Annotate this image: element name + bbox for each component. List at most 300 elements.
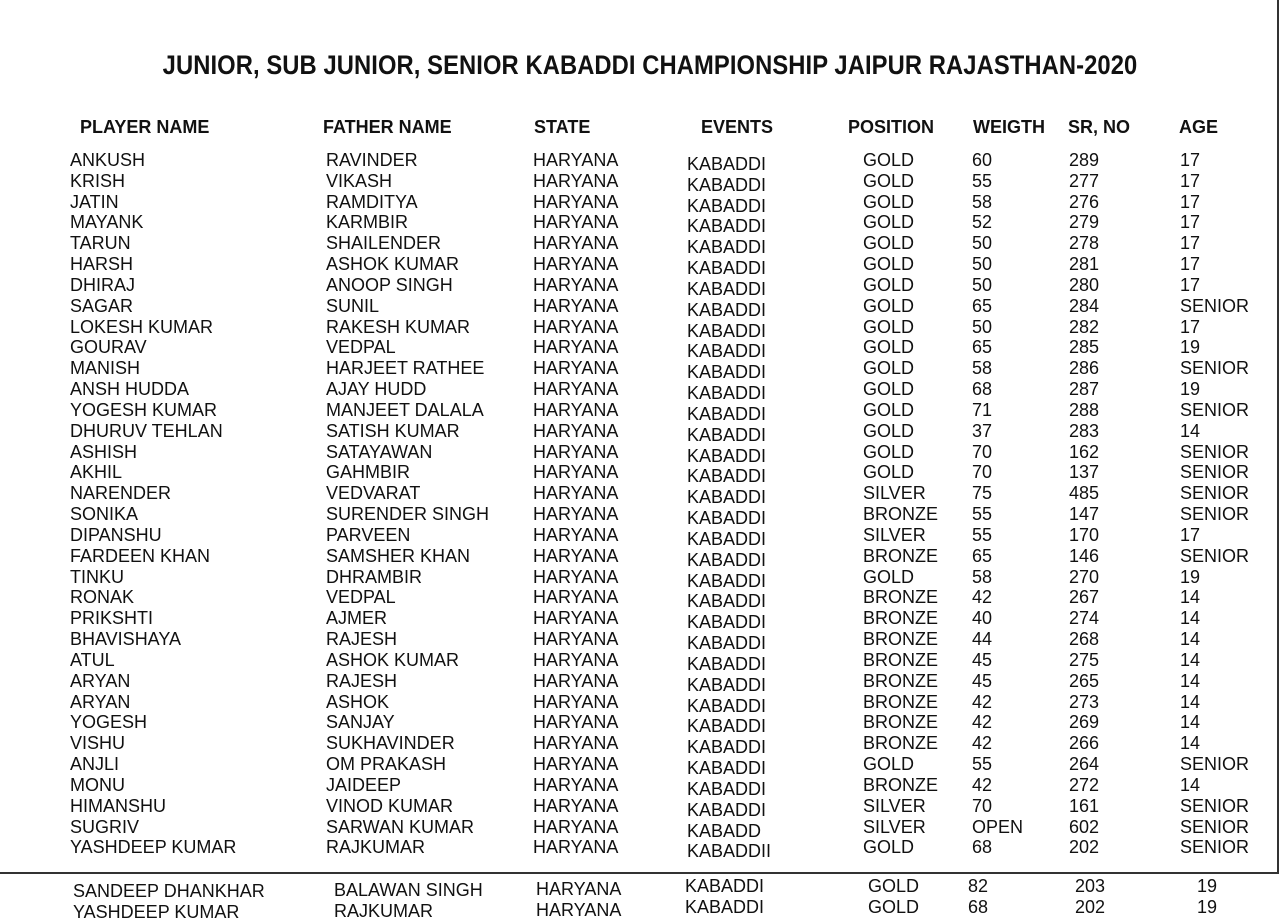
sr-no-cell: 146 (1069, 545, 1100, 566)
father-name-cell: JAIDEEP (326, 774, 402, 795)
table-row (0, 295, 1280, 320)
weight-cell: 65 (972, 295, 993, 316)
state-cell: HARYANA (533, 170, 619, 191)
player-name-cell: YASHDEEP KUMAR (73, 902, 240, 922)
state-cell: HARYANA (533, 379, 619, 400)
father-name-cell: RAJESH (326, 670, 398, 691)
header-state: STATE (534, 117, 591, 137)
position-cell: GOLD (863, 837, 915, 858)
player-name-cell: RONAK (70, 587, 135, 608)
age-cell: SENIOR (1180, 399, 1250, 420)
father-name-cell: RAJESH (326, 629, 398, 650)
state-cell: HARYANA (533, 399, 619, 420)
weight-cell: 50 (972, 233, 993, 254)
table-row (0, 733, 1280, 758)
father-name-cell: SUNIL (326, 295, 380, 316)
position-cell: BRONZE (863, 629, 939, 650)
father-name-cell: RAMDITYA (326, 191, 418, 212)
player-name-cell: JATIN (70, 191, 119, 212)
weight-cell: 50 (972, 274, 993, 295)
position-cell: GOLD (863, 379, 915, 400)
player-name-cell: YASHDEEP KUMAR (70, 837, 237, 858)
sr-no-cell: 281 (1069, 254, 1100, 275)
table-row (0, 274, 1280, 299)
player-name-cell: AKHIL (70, 462, 123, 483)
state-cell: HARYANA (533, 691, 619, 712)
table-row (0, 420, 1280, 445)
sr-no-cell: 273 (1069, 691, 1100, 712)
state-cell: HARYANA (533, 254, 619, 275)
state-cell: HARYANA (533, 649, 619, 670)
player-name-cell: HIMANSHU (70, 795, 167, 816)
sr-no-cell: 280 (1069, 274, 1100, 295)
sr-no-cell: 286 (1069, 358, 1100, 379)
weight-cell: 42 (972, 712, 993, 733)
age-cell: 14 (1180, 649, 1201, 670)
weight-cell: 55 (972, 170, 993, 191)
position-cell: SILVER (863, 483, 926, 504)
weight-cell: 42 (972, 587, 993, 608)
player-name-cell: ANJLI (70, 754, 120, 775)
father-name-cell: PARVEEN (326, 524, 411, 545)
state-cell: HARYANA (533, 462, 619, 483)
state-cell: HARYANA (536, 900, 622, 920)
header-sr-no: SR, NO (1068, 117, 1131, 137)
father-name-cell: AJAY HUDD (326, 379, 427, 400)
weight-cell: 70 (972, 441, 993, 462)
state-cell: HARYANA (533, 712, 619, 733)
position-cell: GOLD (863, 441, 915, 462)
player-name-cell: ARYAN (70, 691, 131, 712)
event-cell: KABADDI (687, 320, 767, 341)
table-row (0, 774, 1280, 799)
position-cell: GOLD (863, 170, 915, 191)
sr-no-cell: 264 (1069, 754, 1100, 775)
father-name-cell: SANJAY (326, 712, 395, 733)
table-row (0, 691, 1280, 716)
weight-cell: 68 (972, 837, 993, 858)
weight-cell: 37 (972, 420, 993, 441)
player-name-cell: KRISH (70, 170, 126, 191)
event-cell: KABADDI (687, 362, 767, 383)
state-cell: HARYANA (533, 816, 619, 837)
player-name-cell: DHURUV TEHLAN (70, 420, 223, 441)
position-cell: GOLD (868, 897, 920, 917)
player-name-cell: NARENDER (70, 483, 172, 504)
event-cell: KABADDI (687, 633, 767, 654)
header-events: EVENTS (701, 117, 774, 137)
event-cell: KABADDI (687, 299, 767, 320)
age-cell: 14 (1180, 670, 1201, 691)
state-cell: HARYANA (533, 837, 619, 858)
state-cell: HARYANA (533, 191, 619, 212)
weight-cell: 42 (972, 691, 993, 712)
father-name-cell: RAJKUMAR (326, 837, 426, 858)
player-name-cell: SANDEEP DHANKHAR (73, 881, 265, 901)
age-cell: 14 (1180, 733, 1201, 754)
father-name-cell: GAHMBIR (326, 462, 411, 483)
table-row (0, 545, 1280, 570)
age-cell: SENIOR (1180, 754, 1250, 775)
event-cell: KABADDI (687, 445, 767, 466)
position-cell: GOLD (863, 462, 915, 483)
table-row (0, 816, 1280, 841)
player-name-cell: ASHISH (70, 441, 138, 462)
state-cell: HARYANA (533, 358, 619, 379)
sr-no-cell: 288 (1069, 399, 1100, 420)
event-cell: KABADD (687, 820, 762, 841)
weight-cell: 68 (968, 897, 989, 917)
event-cell: KABADDI (687, 591, 767, 612)
event-cell: KABADDI (687, 570, 767, 591)
table-row (0, 441, 1280, 466)
father-name-cell: SATAYAWAN (326, 441, 433, 462)
father-name-cell: DHRAMBIR (326, 566, 423, 587)
position-cell: BRONZE (863, 608, 939, 629)
extra-table-row (0, 876, 1280, 901)
player-name-cell: MANISH (70, 358, 141, 379)
age-cell: SENIOR (1180, 462, 1250, 483)
state-cell: HARYANA (533, 504, 619, 525)
position-cell: BRONZE (863, 670, 939, 691)
event-cell: KABADDI (687, 653, 767, 674)
age-cell: 17 (1180, 233, 1201, 254)
sr-no-cell: 272 (1069, 774, 1100, 795)
state-cell: HARYANA (533, 754, 619, 775)
sr-no-cell: 265 (1069, 670, 1100, 691)
event-cell: KABADDI (687, 216, 767, 237)
father-name-cell: BALAWAN SINGH (334, 880, 483, 900)
position-cell: GOLD (863, 420, 915, 441)
father-name-cell: SAMSHER KHAN (326, 545, 471, 566)
weight-cell: 65 (972, 337, 993, 358)
event-cell: KABADDI (687, 716, 767, 737)
player-name-cell: VISHU (70, 733, 126, 754)
header-position: POSITION (848, 117, 935, 137)
player-name-cell: SAGAR (70, 295, 134, 316)
state-cell: HARYANA (533, 337, 619, 358)
age-cell: 17 (1180, 316, 1201, 337)
state-cell: HARYANA (533, 795, 619, 816)
weight-cell: 75 (972, 483, 993, 504)
age-cell: 14 (1180, 712, 1201, 733)
state-cell: HARYANA (533, 587, 619, 608)
weight-cell: 42 (972, 733, 993, 754)
table-row (0, 462, 1280, 487)
father-name-cell: RAVINDER (326, 150, 418, 170)
event-cell: KABADDI (685, 876, 765, 896)
sr-no-cell: 282 (1069, 316, 1100, 337)
position-cell: GOLD (863, 337, 915, 358)
state-cell: HARYANA (533, 733, 619, 754)
event-cell: KABADDI (687, 612, 767, 633)
state-cell: HARYANA (533, 212, 619, 233)
position-cell: GOLD (863, 316, 915, 337)
weight-cell: 42 (972, 774, 993, 795)
table-row (0, 629, 1280, 654)
event-cell: KABADDI (687, 341, 767, 362)
age-cell: 19 (1197, 897, 1218, 917)
table-row (0, 170, 1280, 195)
event-cell: KABADDI (687, 799, 767, 820)
player-name-cell: BHAVISHAYA (70, 629, 182, 650)
age-cell: 17 (1180, 191, 1201, 212)
father-name-cell: AJMER (326, 608, 388, 629)
age-cell: 14 (1180, 629, 1201, 650)
state-cell: HARYANA (533, 608, 619, 629)
father-name-cell: VINOD KUMAR (326, 795, 454, 816)
position-cell: GOLD (863, 566, 915, 587)
sr-no-cell: 278 (1069, 233, 1100, 254)
event-cell: KABADDI (687, 528, 767, 549)
father-name-cell: ANOOP SINGH (326, 274, 453, 295)
event-cell: KABADDI (687, 778, 767, 799)
father-name-cell: MANJEET DALALA (326, 399, 484, 420)
sr-no-cell: 283 (1069, 420, 1100, 441)
table-row (0, 337, 1280, 362)
sr-no-cell: 285 (1069, 337, 1100, 358)
sr-no-cell: 267 (1069, 587, 1100, 608)
player-name-cell: GOURAV (70, 337, 147, 358)
player-name-cell: ATUL (70, 649, 115, 670)
age-cell: 17 (1180, 150, 1201, 170)
sr-no-cell: 485 (1069, 483, 1100, 504)
age-cell: 19 (1180, 566, 1201, 587)
position-cell: GOLD (863, 150, 915, 170)
sr-no-cell: 289 (1069, 150, 1100, 170)
table-row (0, 566, 1280, 591)
age-cell: 17 (1180, 170, 1201, 191)
age-cell: 17 (1180, 212, 1201, 233)
age-cell: SENIOR (1180, 441, 1250, 462)
table-row (0, 670, 1280, 695)
sr-no-cell: 202 (1069, 837, 1100, 858)
weight-cell: 68 (972, 379, 993, 400)
sr-no-cell: 137 (1069, 462, 1100, 483)
player-name-cell: ARYAN (70, 670, 131, 691)
table-row (0, 754, 1280, 779)
player-name-cell: DIPANSHU (70, 524, 162, 545)
player-name-cell: DHIRAJ (70, 274, 136, 295)
position-cell: SILVER (863, 816, 926, 837)
event-cell: KABADDI (687, 174, 767, 195)
father-name-cell: RAKESH KUMAR (326, 316, 471, 337)
additional-rows (0, 876, 1280, 922)
player-name-cell: PRIKSHTI (70, 608, 154, 629)
state-cell: HARYANA (536, 879, 622, 899)
event-cell: KABADDI (687, 258, 767, 279)
weight-cell: 58 (972, 191, 993, 212)
event-cell: KABADDII (687, 841, 772, 862)
table-row (0, 191, 1280, 216)
age-cell: 14 (1180, 608, 1201, 629)
weight-cell: 55 (972, 524, 993, 545)
table-row (0, 524, 1280, 549)
event-cell: KABADDI (687, 549, 767, 570)
weight-cell: 71 (972, 399, 993, 420)
table-row (0, 712, 1280, 737)
weight-cell: 82 (968, 876, 989, 896)
event-cell: KABADDI (687, 237, 767, 258)
father-name-cell: ASHOK (326, 691, 390, 712)
event-cell: KABADDI (685, 897, 765, 917)
weight-cell: 70 (972, 795, 993, 816)
age-cell: 19 (1180, 337, 1201, 358)
table-row (0, 795, 1280, 820)
weight-cell: 45 (972, 670, 993, 691)
event-cell: KABADDI (687, 403, 767, 424)
position-cell: BRONZE (863, 545, 939, 566)
results-table-body (0, 150, 1280, 862)
table-row (0, 587, 1280, 612)
sr-no-cell: 170 (1069, 524, 1100, 545)
table-row (0, 358, 1280, 383)
weight-cell: 45 (972, 649, 993, 670)
position-cell: GOLD (863, 212, 915, 233)
father-name-cell: ASHOK KUMAR (326, 254, 460, 275)
father-name-cell: SHAILENDER (326, 233, 442, 254)
sr-no-cell: 203 (1075, 876, 1106, 896)
header-weight: WEIGTH (973, 117, 1045, 137)
weight-cell: 60 (972, 150, 993, 170)
event-cell: KABADDI (687, 487, 767, 508)
sr-no-cell: 602 (1069, 816, 1100, 837)
age-cell: 14 (1180, 420, 1201, 441)
table-row (0, 649, 1280, 674)
position-cell: GOLD (863, 399, 915, 420)
position-cell: BRONZE (863, 774, 939, 795)
document-title: JUNIOR, SUB JUNIOR, SENIOR KABADDI CHAMPIONSHIP JAIPUR RAJASTHAN-2020 (162, 50, 1138, 80)
father-name-cell: SATISH KUMAR (326, 420, 460, 441)
weight-cell: 50 (972, 316, 993, 337)
sr-no-cell: 270 (1069, 566, 1100, 587)
table-row (0, 483, 1280, 508)
position-cell: BRONZE (863, 649, 939, 670)
table-row (0, 379, 1280, 404)
event-cell: KABADDI (687, 508, 767, 529)
position-cell: BRONZE (863, 587, 939, 608)
sr-no-cell: 161 (1069, 795, 1100, 816)
state-cell: HARYANA (533, 483, 619, 504)
age-cell: SENIOR (1180, 816, 1250, 837)
age-cell: SENIOR (1180, 358, 1250, 379)
state-cell: HARYANA (533, 545, 619, 566)
sr-no-cell: 279 (1069, 212, 1100, 233)
player-name-cell: LOKESH KUMAR (70, 316, 214, 337)
age-cell: SENIOR (1180, 837, 1250, 858)
table-row (0, 504, 1280, 529)
event-cell: KABADDI (687, 674, 767, 695)
weight-cell: 58 (972, 358, 993, 379)
header-father-name: FATHER NAME (323, 117, 452, 137)
state-cell: HARYANA (533, 670, 619, 691)
father-name-cell: ASHOK KUMAR (326, 649, 460, 670)
position-cell: BRONZE (863, 504, 939, 525)
father-name-cell: SURENDER SINGH (326, 504, 490, 525)
age-cell: 14 (1180, 587, 1201, 608)
sr-no-cell: 277 (1069, 170, 1100, 191)
weight-cell: 52 (972, 212, 993, 233)
father-name-cell: SARWAN KUMAR (326, 816, 475, 837)
table-row (0, 212, 1280, 237)
table-row (0, 608, 1280, 633)
state-cell: HARYANA (533, 150, 619, 170)
event-cell: KABADDI (687, 278, 767, 299)
table-row (0, 837, 1280, 862)
player-name-cell: MAYANK (70, 212, 144, 233)
father-name-cell: VEDPAL (326, 587, 396, 608)
sr-no-cell: 268 (1069, 629, 1100, 650)
age-cell: 14 (1180, 691, 1201, 712)
sr-no-cell: 274 (1069, 608, 1100, 629)
father-name-cell: OM PRAKASH (326, 754, 447, 775)
age-cell: SENIOR (1180, 295, 1250, 316)
sr-no-cell: 276 (1069, 191, 1100, 212)
state-cell: HARYANA (533, 420, 619, 441)
age-cell: 14 (1180, 774, 1201, 795)
sr-no-cell: 275 (1069, 649, 1100, 670)
table-row (0, 254, 1280, 279)
age-cell: SENIOR (1180, 504, 1250, 525)
event-cell: KABADDI (687, 154, 767, 174)
age-cell: SENIOR (1180, 545, 1250, 566)
position-cell: BRONZE (863, 691, 939, 712)
position-cell: GOLD (863, 254, 915, 275)
position-cell: GOLD (863, 358, 915, 379)
state-cell: HARYANA (533, 295, 619, 316)
state-cell: HARYANA (533, 274, 619, 295)
father-name-cell: VEDVARAT (326, 483, 421, 504)
sr-no-cell: 266 (1069, 733, 1100, 754)
sr-no-cell: 269 (1069, 712, 1100, 733)
position-cell: GOLD (863, 754, 915, 775)
father-name-cell: RAJKUMAR (334, 901, 434, 921)
age-cell: 19 (1197, 876, 1218, 896)
event-cell: KABADDI (687, 195, 767, 216)
event-cell: KABADDI (687, 383, 767, 404)
position-cell: BRONZE (863, 733, 939, 754)
father-name-cell: KARMBIR (326, 212, 409, 233)
table-row (0, 399, 1280, 424)
position-cell: SILVER (863, 524, 926, 545)
weight-cell: 50 (972, 254, 993, 275)
sr-no-cell: 202 (1075, 897, 1106, 917)
father-name-cell: SUKHAVINDER (326, 733, 455, 754)
father-name-cell: VEDPAL (326, 337, 396, 358)
weight-cell: 70 (972, 462, 993, 483)
weight-cell: 40 (972, 608, 993, 629)
player-name-cell: ANKUSH (70, 150, 146, 170)
player-name-cell: SUGRIV (70, 816, 140, 837)
state-cell: HARYANA (533, 566, 619, 587)
age-cell: SENIOR (1180, 795, 1250, 816)
weight-cell: 55 (972, 754, 993, 775)
weight-cell: 55 (972, 504, 993, 525)
position-cell: SILVER (863, 795, 926, 816)
player-name-cell: TARUN (70, 233, 131, 254)
player-name-cell: YOGESH KUMAR (70, 399, 218, 420)
state-cell: HARYANA (533, 629, 619, 650)
position-cell: GOLD (868, 876, 920, 896)
player-name-cell: ANSH HUDDA (70, 379, 190, 400)
player-name-cell: FARDEEN KHAN (70, 545, 211, 566)
player-name-cell: SONIKA (70, 504, 139, 525)
father-name-cell: HARJEET RATHEE (326, 358, 485, 379)
player-name-cell: MONU (70, 774, 125, 795)
position-cell: GOLD (863, 274, 915, 295)
event-cell: KABADDI (687, 737, 767, 758)
weight-cell: 58 (972, 566, 993, 587)
